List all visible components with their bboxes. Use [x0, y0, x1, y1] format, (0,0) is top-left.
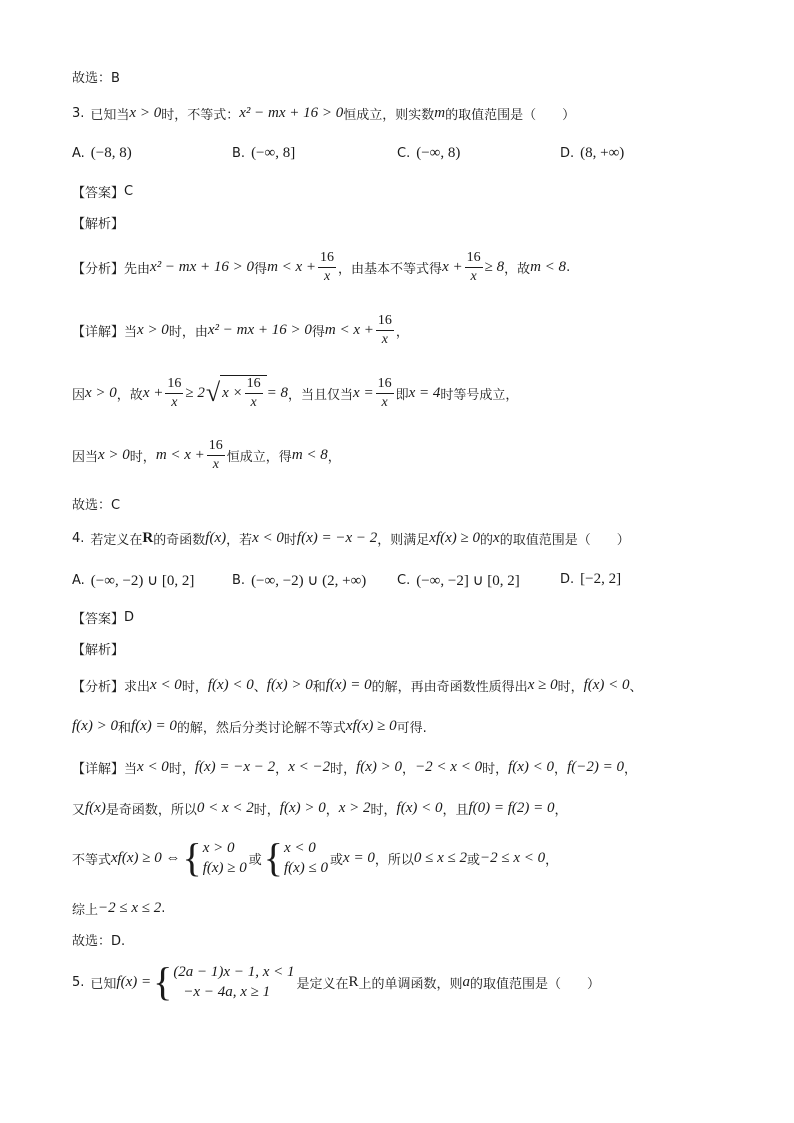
option-d: D. [−2, 2] [560, 571, 622, 587]
option-d: D. (8, +∞) [560, 145, 625, 161]
q4-detail-3: 不等式 xf(x) ≥ 0 ⇔ { x > 0 f(x) ≥ 0 或 { x < 0 f(x) ≤ 0 或 x = 0 ，所以 0 ≤ x ≤ 2 或 −2 ≤ x < 0 ， [72, 835, 559, 880]
q4-analysis-tag: 【解析】 [72, 643, 125, 658]
question-number: 4. [72, 531, 85, 546]
q3-options [72, 145, 722, 165]
q4-fenxi-2: f(x) > 0 和 f(x) = 0 的解，然后分类讨论解不等式 xf(x) ≥ 0 可得. [72, 718, 427, 736]
q5-stem: 5. 已知 f(x) = { (2a − 1)x − 1, x < 1 −x − 4a, x ≥ 1 是定义在 R 上的单调函数，则 a 的取值范围是（ ） [72, 959, 601, 1004]
option-a: A. (−∞, −2) ∪ [0, 2] [72, 573, 195, 589]
option-c: C. (−∞, −2] ∪ [0, 2] [397, 573, 520, 589]
fraction: $\frac{16}{x}$ [320, 250, 335, 284]
question-number: 5. [72, 974, 85, 990]
fraction: $\frac{16}{x}$ [167, 375, 182, 410]
fraction: $\frac{16}{x}$ [377, 375, 392, 410]
q2-conclusion: 故选：B [72, 71, 120, 86]
option-b: B. (−∞, 8] [232, 145, 296, 161]
q4-conclusion: 故选：D. [72, 934, 126, 949]
q3-detail-1: 【详解】 当 x > 0 时，由 x² − mx + 16 > 0 得 m < x + $\frac{16}{x}$ ， [72, 313, 409, 347]
case-system: { x < 0 f(x) ≤ 0 [263, 835, 329, 880]
fraction: $\frac{16}{x}$ [377, 313, 392, 347]
q4-fenxi-1: 【分析】 求出 x < 0 时， f(x) < 0 、 f(x) > 0 和 f(x) = 0 的解，再由奇函数性质得出 x ≥ 0 时， f(x) < 0 、 [72, 677, 643, 695]
fraction: $\frac{16}{x}$ [208, 438, 223, 472]
fraction: $\frac{16}{x}$ [466, 250, 481, 284]
q4-detail-2: 又 f(x) 是奇函数，所以 0 < x < 2 时， f(x) > 0 ， x > 2 时， f(x) < 0 ，且 f(0) = f(2) = 0 ， [72, 800, 568, 818]
fraction: $\frac{16}{x}$ [246, 376, 261, 410]
question-number: 3. [72, 106, 85, 121]
q4-stem: 4. 若定义在 R 的奇函数 f(x) ，若 x < 0 时 f(x) = −x − 2 ，则满足 xf(x) ≥ 0 的 x 的取值范围是（ ） [72, 530, 630, 548]
q3-conclusion: 故选：C [72, 498, 121, 513]
q3-answer: 【答案】 C [72, 184, 134, 201]
square-root: √ x × $\frac{16}{x}$ [206, 375, 267, 411]
q4-answer: 【答案】 D [72, 610, 135, 627]
q3-fenxi: 【分析】 先由 x² − mx + 16 > 0 得 m < x + $\frac{16}{x}$ ，由基本不等式得 x + $\frac{16}{x}$ ≥ 8 ，故 m < 8 . [72, 250, 571, 284]
case-system: { x > 0 f(x) ≥ 0 [182, 835, 247, 880]
q3-detail-2: 因 x > 0 ，故 x + $\frac{16}{x}$ ≥ 2 √ x × $\frac{16}{x}$ = 8 ，当且仅当 x = $\frac{16}{x}$ 即 x = 4 时等号成立， [72, 375, 519, 410]
option-c: C. (−∞, 8) [397, 145, 461, 161]
q4-options [72, 571, 722, 591]
q3-analysis-tag: 【解析】 [72, 217, 125, 232]
q4-detail-1: 【详解】 当 x < 0 时， f(x) = −x − 2 ， x < −2 时， f(x) > 0 ， −2 < x < 0 时， f(x) < 0 ， f(−2) = 0 ， [72, 759, 637, 777]
q4-summary: 综上 −2 ≤ x ≤ 2 . [72, 900, 166, 918]
option-b: B. (−∞, −2) ∪ (2, +∞) [232, 573, 367, 589]
q3-stem: 3. 已知当 x > 0 时，不等式： x² − mx + 16 > 0 恒成立，则实数 m 的取值范围是（ ） [72, 105, 576, 123]
q3-detail-3: 因当 x > 0 时， m < x + $\frac{16}{x}$ 恒成立，得 m < 8 ， [72, 438, 341, 472]
option-a: A. (−8, 8) [72, 145, 132, 161]
piecewise-function: { (2a − 1)x − 1, x < 1 −x − 4a, x ≥ 1 [153, 959, 295, 1004]
